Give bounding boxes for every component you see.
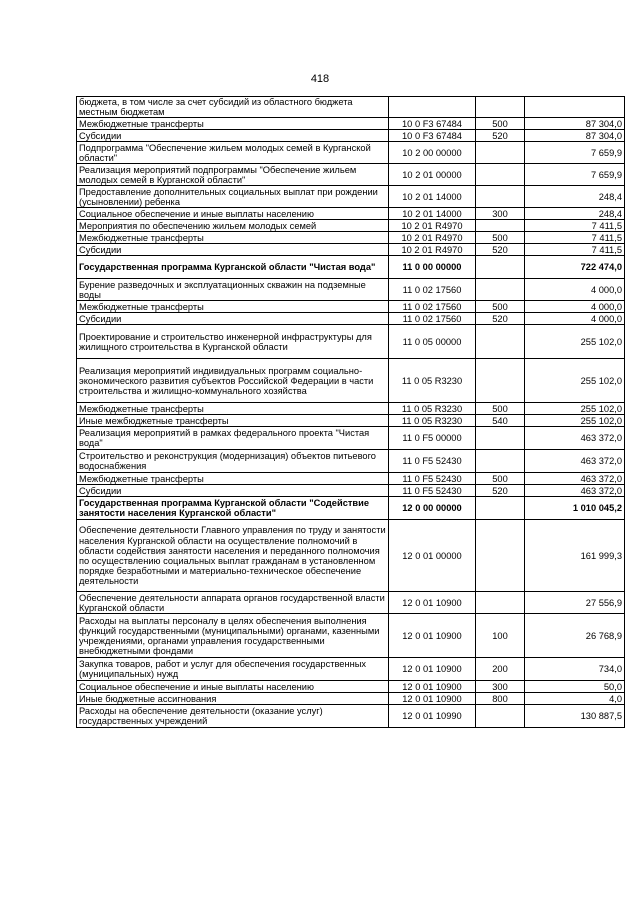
cell-sum: 7 411,5 — [525, 220, 625, 232]
cell-sum: 248,4 — [525, 186, 625, 208]
table-row — [77, 301, 625, 313]
cell-code: 11 0 02 17560 — [389, 279, 476, 301]
cell-sum: 463 372,0 — [525, 473, 625, 485]
cell-name: Подпрограмма "Обеспечение жильем молодых семей в Курганской области" — [77, 142, 389, 164]
cell-sum: 26 768,9 — [525, 614, 625, 658]
cell-name: Обеспечение деятельности Главного управления по труду и занятости населения Курганской области на осуществление полномочий в области содействия занятости населения и переданного полномочия по осуществлению социальных выплат гражданам в установленном порядке безработными и материально-техническое обеспечение деятельности — [77, 520, 389, 592]
cell-sum: 7 411,5 — [525, 244, 625, 256]
cell-sum: 255 102,0 — [525, 415, 625, 427]
table-row — [77, 592, 625, 614]
cell-sum: 463 372,0 — [525, 485, 625, 497]
table-row — [77, 497, 625, 520]
cell-name: Межбюджетные трансферты — [77, 403, 389, 415]
cell-expense-type: 500 — [476, 118, 525, 130]
cell-sum: 1 010 045,2 — [525, 497, 625, 520]
table-row — [77, 208, 625, 220]
cell-sum: 50,0 — [525, 681, 625, 693]
cell-name: Обеспечение деятельности аппарата органов государственной власти Курганской области — [77, 592, 389, 614]
cell-name: Социальное обеспечение и иные выплаты населению — [77, 208, 389, 220]
cell-sum: 4 000,0 — [525, 301, 625, 313]
table-row — [77, 693, 625, 705]
cell-expense-type — [476, 450, 525, 473]
cell-name: Межбюджетные трансферты — [77, 118, 389, 130]
cell-sum: 27 556,9 — [525, 592, 625, 614]
cell-name: Реализация мероприятий подпрограммы "Обеспечение жильем молодых семей в Курганской области" — [77, 164, 389, 186]
cell-code: 11 0 05 00000 — [389, 325, 476, 359]
table-row — [77, 485, 625, 497]
cell-sum: 161 999,3 — [525, 520, 625, 592]
cell-sum: 255 102,0 — [525, 359, 625, 403]
cell-code: 11 0 F5 52430 — [389, 473, 476, 485]
cell-sum: 248,4 — [525, 208, 625, 220]
cell-code: 10 2 01 14000 — [389, 186, 476, 208]
cell-expense-type: 540 — [476, 415, 525, 427]
table-row — [77, 325, 625, 359]
cell-name: Субсидии — [77, 244, 389, 256]
cell-name: Иные бюджетные ассигнования — [77, 693, 389, 705]
table-row — [77, 130, 625, 142]
cell-code: 10 0 F3 67484 — [389, 118, 476, 130]
cell-code: 12 0 01 10900 — [389, 614, 476, 658]
cell-name: Социальное обеспечение и иные выплаты населению — [77, 681, 389, 693]
cell-expense-type — [476, 705, 525, 728]
cell-name: Строительство и реконструкция (модернизация) объектов питьевого водоснабжения — [77, 450, 389, 473]
cell-sum: 4 000,0 — [525, 313, 625, 325]
cell-name: бюджета, в том числе за счет субсидий из областного бюджета местным бюджетам — [77, 97, 389, 118]
cell-code: 12 0 00 00000 — [389, 497, 476, 520]
cell-code: 12 0 01 00000 — [389, 520, 476, 592]
table-row — [77, 244, 625, 256]
cell-expense-type: 500 — [476, 403, 525, 415]
cell-expense-type — [476, 520, 525, 592]
table-row — [77, 313, 625, 325]
cell-name: Реализация мероприятий индивидуальных программ социально-экономического развития субъектов Российской Федерации в части строительства и жилищно-коммунального хозяйства — [77, 359, 389, 403]
cell-code: 11 0 05 R3230 — [389, 415, 476, 427]
cell-expense-type: 200 — [476, 658, 525, 681]
table-row — [77, 220, 625, 232]
cell-name: Субсидии — [77, 485, 389, 497]
cell-name: Межбюджетные трансферты — [77, 232, 389, 244]
table-row — [77, 279, 625, 301]
cell-name: Расходы на обеспечение деятельности (оказание услуг) государственных учреждений — [77, 705, 389, 728]
table-row — [77, 520, 625, 592]
cell-expense-type: 800 — [476, 693, 525, 705]
cell-name: Межбюджетные трансферты — [77, 301, 389, 313]
cell-sum: 463 372,0 — [525, 450, 625, 473]
cell-sum: 7 411,5 — [525, 232, 625, 244]
cell-name: Государственная программа Курганской области "Чистая вода" — [77, 256, 389, 279]
cell-code: 11 0 02 17560 — [389, 301, 476, 313]
cell-expense-type: 300 — [476, 681, 525, 693]
cell-name: Государственная программа Курганской области "Содействие занятости населения Курганской области" — [77, 497, 389, 520]
table-row — [77, 97, 625, 118]
cell-code: 10 2 01 R4970 — [389, 220, 476, 232]
table-row — [77, 186, 625, 208]
cell-code: 10 2 01 14000 — [389, 208, 476, 220]
cell-code: 12 0 01 10900 — [389, 681, 476, 693]
page-number: 418 — [310, 73, 330, 85]
table-row — [77, 403, 625, 415]
cell-code: 11 0 F5 52430 — [389, 485, 476, 497]
cell-expense-type: 100 — [476, 614, 525, 658]
cell-sum: 7 659,9 — [525, 142, 625, 164]
cell-expense-type — [476, 592, 525, 614]
cell-name: Иные межбюджетные трансферты — [77, 415, 389, 427]
cell-expense-type — [476, 220, 525, 232]
cell-sum: 87 304,0 — [525, 130, 625, 142]
cell-code: 10 2 01 R4970 — [389, 232, 476, 244]
cell-code: 10 2 01 00000 — [389, 164, 476, 186]
cell-sum: 130 887,5 — [525, 705, 625, 728]
table-row — [77, 118, 625, 130]
cell-expense-type — [476, 186, 525, 208]
cell-expense-type: 520 — [476, 244, 525, 256]
table-row — [77, 450, 625, 473]
cell-expense-type — [476, 142, 525, 164]
cell-name: Межбюджетные трансферты — [77, 473, 389, 485]
cell-code: 11 0 00 00000 — [389, 256, 476, 279]
cell-sum: 87 304,0 — [525, 118, 625, 130]
table-row — [77, 164, 625, 186]
cell-expense-type: 500 — [476, 232, 525, 244]
cell-expense-type: 500 — [476, 301, 525, 313]
cell-sum: 722 474,0 — [525, 256, 625, 279]
cell-sum: 255 102,0 — [525, 403, 625, 415]
budget-table-body — [77, 97, 625, 728]
cell-code: 12 0 01 10990 — [389, 705, 476, 728]
cell-expense-type: 300 — [476, 208, 525, 220]
cell-code: 11 0 F5 52430 — [389, 450, 476, 473]
cell-expense-type — [476, 427, 525, 450]
cell-sum: 463 372,0 — [525, 427, 625, 450]
table-row — [77, 142, 625, 164]
cell-code: 11 0 F5 00000 — [389, 427, 476, 450]
cell-expense-type — [476, 97, 525, 118]
cell-expense-type — [476, 497, 525, 520]
cell-name: Проектирование и строительство инженерной инфраструктуры для жилищного строительства в Курганской области — [77, 325, 389, 359]
cell-expense-type: 520 — [476, 485, 525, 497]
cell-code: 11 0 05 R3230 — [389, 359, 476, 403]
table-row — [77, 705, 625, 728]
cell-code: 11 0 05 R3230 — [389, 403, 476, 415]
cell-sum: 7 659,9 — [525, 164, 625, 186]
cell-expense-type: 520 — [476, 313, 525, 325]
cell-sum: 4 000,0 — [525, 279, 625, 301]
budget-table — [76, 96, 625, 728]
cell-expense-type — [476, 279, 525, 301]
cell-name: Бурение разведочных и эксплуатационных скважин на подземные воды — [77, 279, 389, 301]
cell-code: 10 2 01 R4970 — [389, 244, 476, 256]
cell-name: Закупка товаров, работ и услуг для обеспечения государственных (муниципальных) нужд — [77, 658, 389, 681]
cell-code: 10 2 00 00000 — [389, 142, 476, 164]
cell-name: Расходы на выплаты персоналу в целях обеспечения выполнения функций государственными (муниципальными) органами, казенными учреждениями, органами управления государственными внебюджетными фондами — [77, 614, 389, 658]
cell-name: Субсидии — [77, 313, 389, 325]
cell-code — [389, 97, 476, 118]
cell-code: 12 0 01 10900 — [389, 658, 476, 681]
cell-name: Субсидии — [77, 130, 389, 142]
table-row — [77, 681, 625, 693]
cell-expense-type — [476, 164, 525, 186]
table-row — [77, 256, 625, 279]
cell-sum: 734,0 — [525, 658, 625, 681]
cell-code: 11 0 02 17560 — [389, 313, 476, 325]
cell-sum: 255 102,0 — [525, 325, 625, 359]
cell-name: Реализация мероприятий в рамках федерального проекта "Чистая вода" — [77, 427, 389, 450]
cell-code: 10 0 F3 67484 — [389, 130, 476, 142]
table-row — [77, 473, 625, 485]
cell-expense-type — [476, 359, 525, 403]
cell-sum: 4,0 — [525, 693, 625, 705]
cell-expense-type — [476, 256, 525, 279]
table-row — [77, 614, 625, 658]
table-row — [77, 415, 625, 427]
cell-code: 12 0 01 10900 — [389, 592, 476, 614]
cell-expense-type: 500 — [476, 473, 525, 485]
cell-code: 12 0 01 10900 — [389, 693, 476, 705]
cell-expense-type — [476, 325, 525, 359]
cell-name: Предоставление дополнительных социальных выплат при рождении (усыновлении) ребенка — [77, 186, 389, 208]
cell-name: Мероприятия по обеспечению жильем молодых семей — [77, 220, 389, 232]
table-row — [77, 359, 625, 403]
cell-expense-type: 520 — [476, 130, 525, 142]
table-row — [77, 232, 625, 244]
cell-sum — [525, 97, 625, 118]
table-row — [77, 658, 625, 681]
table-row — [77, 427, 625, 450]
